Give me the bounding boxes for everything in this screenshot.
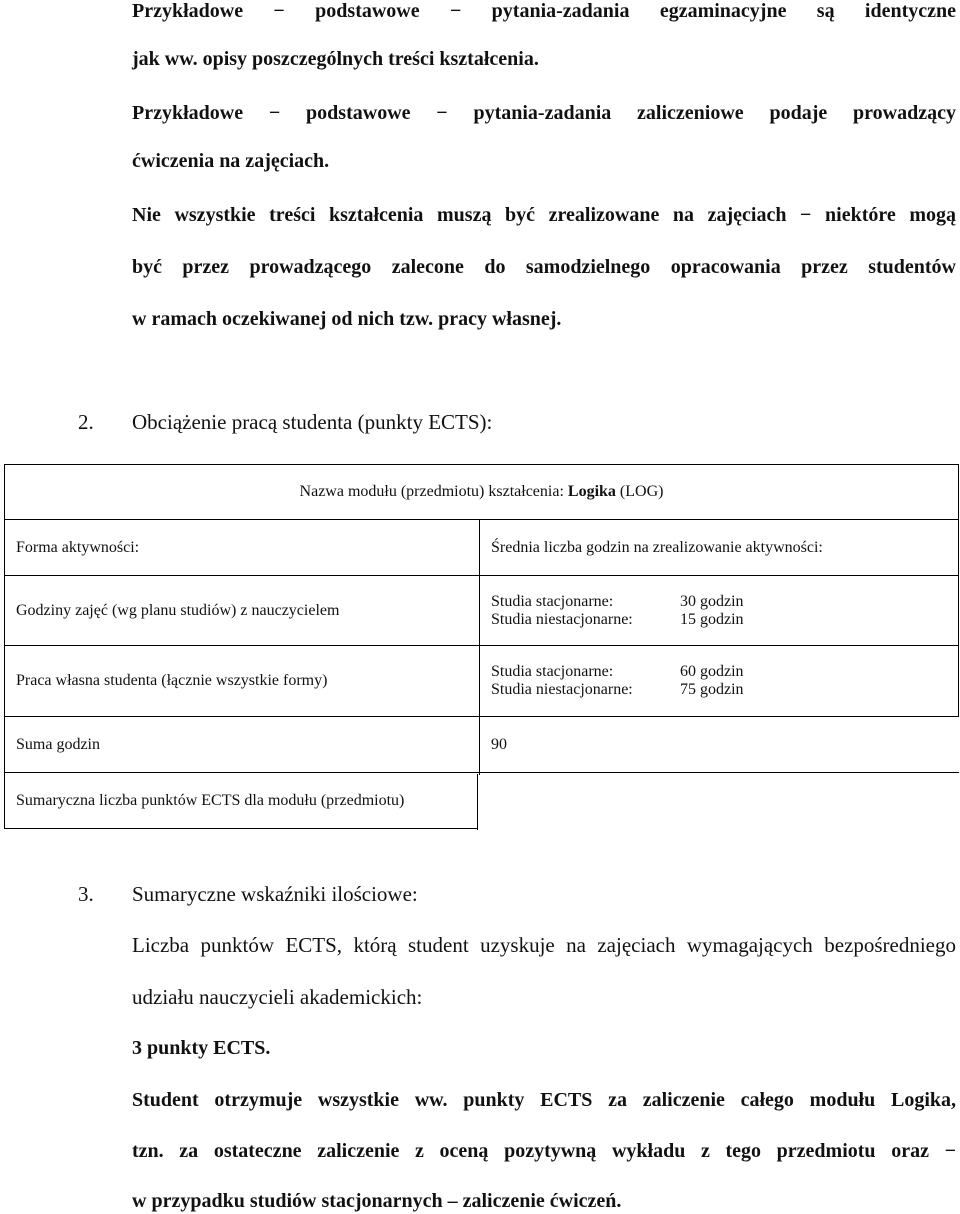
hours-line — [491, 593, 958, 611]
table-right-border — [477, 774, 478, 830]
hours-line — [491, 611, 958, 629]
hours-value: 15 godzin — [680, 610, 744, 628]
module-name: Logika — [567, 483, 616, 500]
module-caption-prefix: Nazwa modułu (przedmiotu) kształcenia: — [299, 483, 568, 500]
section-3-title: Sumaryczne wskaźniki ilościowe: — [132, 882, 418, 906]
table-cut-mask — [478, 775, 960, 835]
intro-p3-line1: Nie wszystkie treści kształcenia muszą być zrealizowane na zajęciach − niektóre mogą — [132, 204, 956, 226]
intro-p3-line2: być przez prowadzącego zalecone do samodzielnego opracowania przez studentów — [132, 256, 956, 278]
intro-p1-line2: jak ww. opisy poszczególnych treści kształcenia. — [132, 48, 539, 70]
study-mode-label: Studia stacjonarne: — [491, 663, 614, 680]
section-3-line2: udziału nauczycieli akademickich: — [132, 985, 423, 1009]
hours-cell — [480, 576, 959, 646]
intro-p3-line3: w ramach oczekiwanej od nich tzw. pracy własnej. — [132, 308, 562, 330]
activity-self-study: Praca własna studenta (łącznie wszystkie formy) — [5, 646, 480, 717]
table-row — [5, 646, 959, 717]
note-line2: tzn. za ostateczne zaliczenie z oceną pozytywną wykładu z tego przedmiotu oraz − — [132, 1140, 956, 1162]
header-average-hours: Średnia liczba godzin na zrealizowanie aktywności: — [480, 520, 959, 576]
table-header-row — [5, 520, 959, 576]
hours-cell — [480, 646, 959, 717]
sum-row — [5, 717, 959, 773]
ects-label: Sumaryczna liczba punktów ECTS dla modułu (przedmiotu) — [5, 773, 480, 829]
section-3-line1: Liczba punktów ECTS, którą student uzyskuje na zajęciach wymagających bezpośredniego — [132, 933, 956, 957]
hours-line — [491, 681, 958, 699]
header-activity-form: Forma aktywności: — [5, 520, 480, 576]
hours-value: 30 godzin — [680, 592, 744, 610]
section-2-number: 2. — [78, 410, 94, 434]
section-3-number: 3. — [78, 882, 94, 906]
note-line3: w przypadku studiów stacjonarnych – zaliczenie ćwiczeń. — [132, 1190, 622, 1212]
study-mode-label: Studia niestacjonarne: — [491, 610, 633, 628]
activity-contact-hours: Godziny zajęć (wg planu studiów) z nauczycielem — [5, 576, 480, 646]
module-code: (LOG) — [619, 483, 664, 500]
study-mode-label: Studia stacjonarne: — [491, 592, 614, 610]
hours-line — [491, 663, 958, 681]
sum-label: Suma godzin — [5, 717, 480, 773]
section-2-title: Obciążenie pracą studenta (punkty ECTS): — [132, 410, 493, 434]
note-line1: Student otrzymuje wszystkie ww. punkty ECTS za zaliczenie całego modułu Logika, — [132, 1089, 956, 1111]
intro-p2-line2: ćwiczenia na zajęciach. — [132, 150, 330, 172]
ects-points: 3 punkty ECTS. — [132, 1037, 271, 1059]
hours-value: 60 godzin — [680, 663, 744, 680]
study-mode-label: Studia niestacjonarne: — [491, 681, 633, 698]
sum-value: 90 — [480, 717, 959, 773]
intro-p1-line1: Przykładowe − podstawowe − pytania-zadania egzaminacyjne są identyczne — [132, 0, 956, 22]
table-row — [5, 576, 959, 646]
intro-p2-line1: Przykładowe − podstawowe − pytania-zadania zaliczeniowe podaje prowadzący — [132, 102, 956, 124]
table-caption-row — [5, 465, 959, 520]
hours-value: 75 godzin — [680, 681, 744, 698]
module-caption — [5, 465, 959, 520]
